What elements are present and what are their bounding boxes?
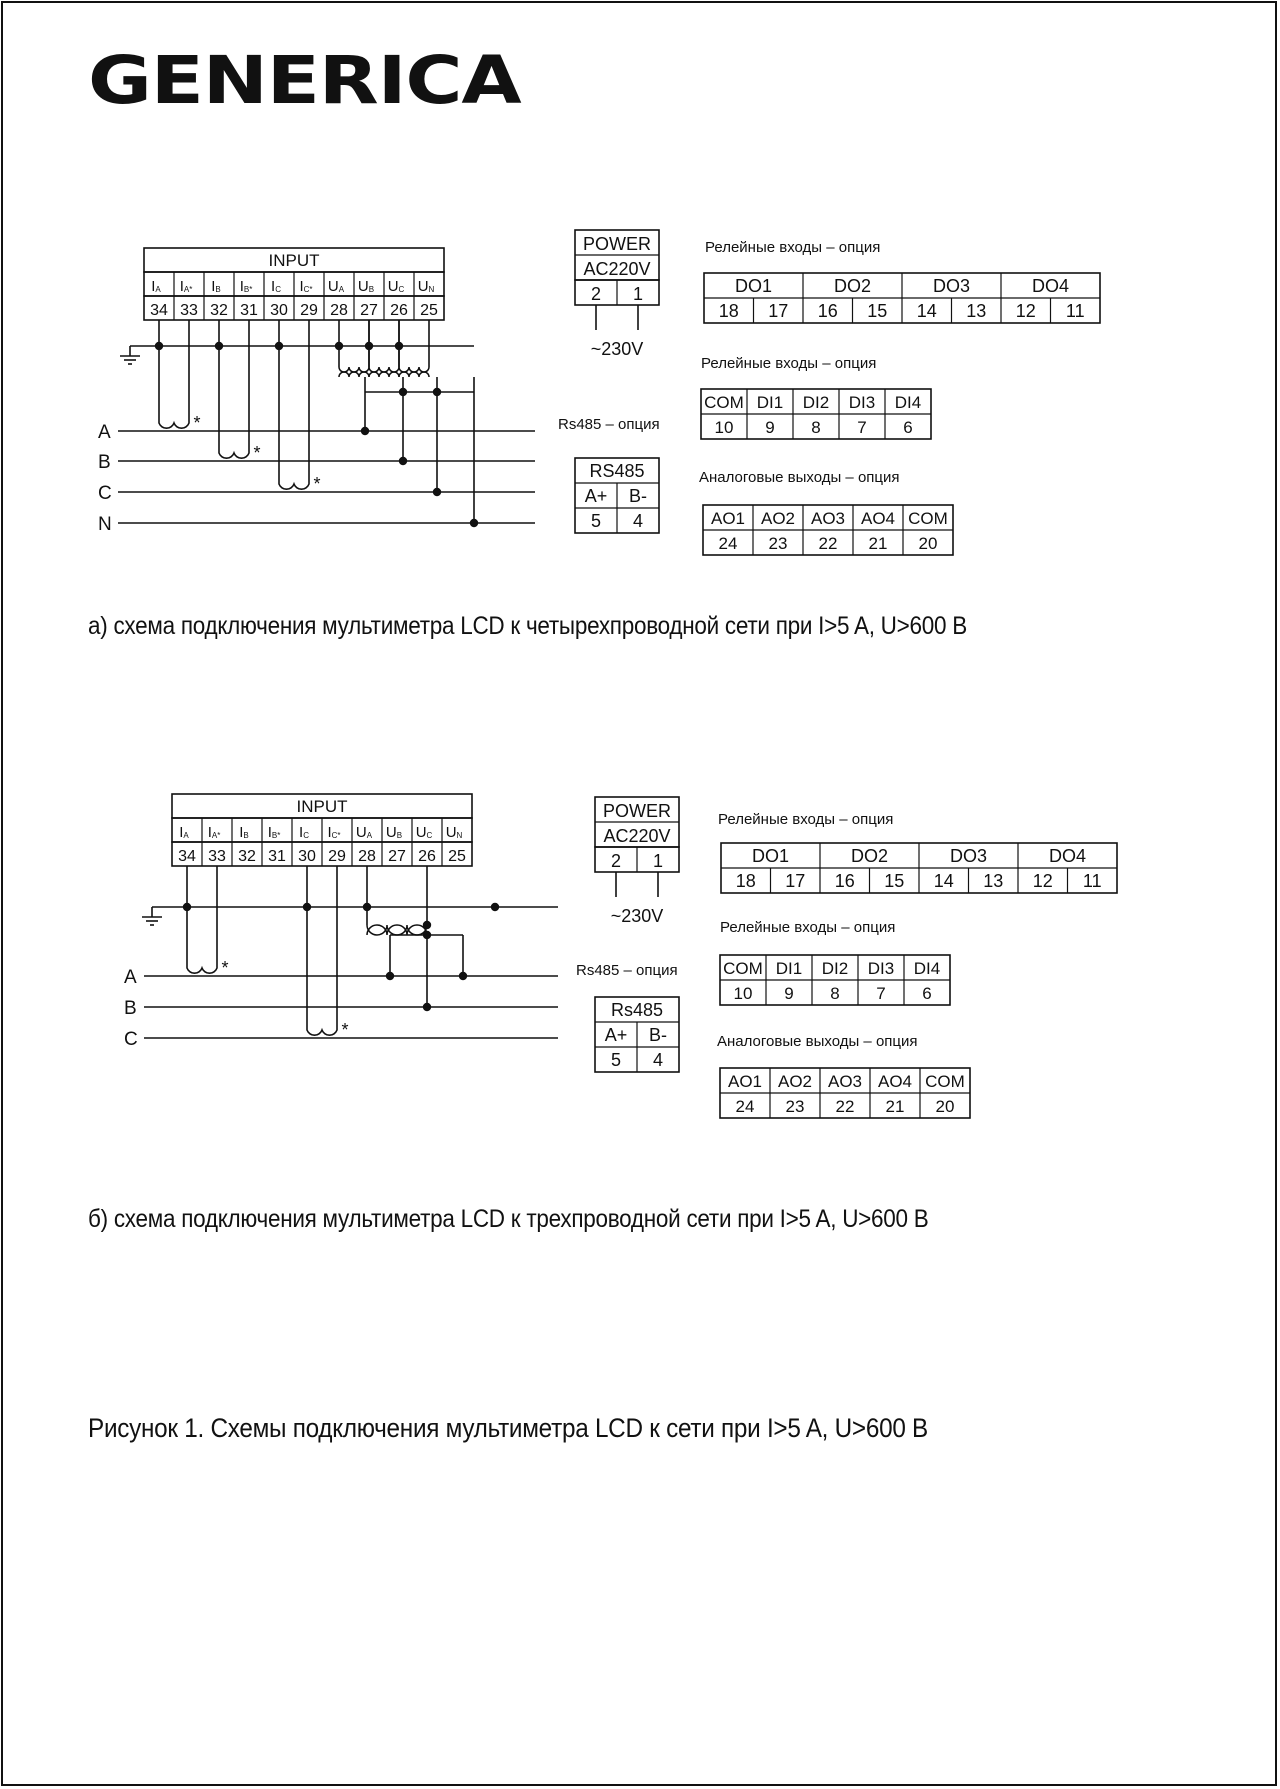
junction-dot xyxy=(459,972,467,980)
junction-dot xyxy=(433,488,441,496)
rs485-label: A+ xyxy=(584,486,608,506)
digital-input-label: DI2 xyxy=(821,959,849,978)
analog-output-label: AO3 xyxy=(810,509,846,528)
terminal-number: 27 xyxy=(388,848,406,865)
phase-label: C xyxy=(98,483,112,504)
junction-dot xyxy=(423,931,431,939)
analog-output-label: COM xyxy=(925,1072,965,1091)
terminal-number: 29 xyxy=(300,302,318,319)
rs485-title: Rs485 xyxy=(610,1000,664,1020)
relay-pin: 18 xyxy=(718,301,739,321)
analog-output-pin: 22 xyxy=(835,1097,855,1116)
relay-pin: 14 xyxy=(933,871,954,891)
terminal-label: IC* xyxy=(327,824,341,841)
terminal-label: IC* xyxy=(299,278,313,295)
digital-input-label: COM xyxy=(704,393,744,412)
digital-input-label: DI1 xyxy=(756,393,784,412)
junction-dot xyxy=(363,903,371,911)
junction-dot xyxy=(399,388,407,396)
relay-group-label: DO2 xyxy=(850,846,889,866)
supply-voltage: ~230V xyxy=(610,906,664,926)
wiring-diagram-a xyxy=(98,230,1100,555)
junction-dot xyxy=(361,427,369,435)
rs485-label: B- xyxy=(629,486,647,506)
relay-group-label: DO3 xyxy=(949,846,988,866)
power-title: POWER xyxy=(582,234,652,254)
relay-pin: 13 xyxy=(983,871,1004,891)
terminal-number: 27 xyxy=(360,302,378,319)
current-transformer xyxy=(219,421,249,458)
power-pin: 1 xyxy=(632,284,644,304)
analog-output-pin: 22 xyxy=(818,534,838,553)
digital-input-label: DI3 xyxy=(867,959,895,978)
junction-dot xyxy=(215,342,223,350)
relay-pin: 11 xyxy=(1082,871,1102,891)
terminal-number: 28 xyxy=(358,848,376,865)
junction-dot xyxy=(423,921,431,929)
analog-output-label: COM xyxy=(908,509,948,528)
analog-output-label: AO1 xyxy=(710,509,746,528)
relay-heading: Релейные входы – опция xyxy=(718,811,894,828)
power-title: POWER xyxy=(602,801,672,821)
power-pin: 1 xyxy=(652,851,664,871)
terminal-number: 34 xyxy=(178,848,196,865)
phase-label: N xyxy=(98,514,112,535)
polarity-mark: * xyxy=(253,443,261,463)
terminal-number: 26 xyxy=(418,848,436,865)
terminal-number: 29 xyxy=(328,848,346,865)
junction-dot xyxy=(183,903,191,911)
relay-pin: 13 xyxy=(966,301,987,321)
terminal-label: IB xyxy=(239,824,249,841)
relay-group-label: DO1 xyxy=(734,276,773,296)
terminal-number: 30 xyxy=(270,302,288,319)
junction-dot xyxy=(335,342,343,350)
transformer-coil xyxy=(339,372,369,377)
junction-dot xyxy=(303,903,311,911)
caption-b: б) схема подключения мультиметра LCD к трехпроводной сети при I>5 A, U>600 B xyxy=(88,1205,929,1233)
analog-output-pin: 23 xyxy=(768,534,788,553)
transformer-coil xyxy=(369,372,399,377)
terminal-label: IB xyxy=(211,278,221,295)
terminal-number: 25 xyxy=(420,302,438,319)
relay-pin: 15 xyxy=(884,871,905,891)
terminal-number: 33 xyxy=(208,848,226,865)
digital-input-pin: 8 xyxy=(811,418,821,437)
relay-group-label: DO4 xyxy=(1048,846,1087,866)
terminal-number: 26 xyxy=(390,302,408,319)
di-heading: Релейные входы – опция xyxy=(701,355,877,372)
analog-output-pin: 21 xyxy=(885,1097,905,1116)
relay-group-label: DO1 xyxy=(751,846,790,866)
analog-output-pin: 21 xyxy=(868,534,888,553)
polarity-mark: * xyxy=(341,1020,349,1040)
relay-group-label: DO4 xyxy=(1031,276,1070,296)
terminal-label: IC xyxy=(299,824,309,841)
current-transformer xyxy=(307,998,337,1035)
digital-input-label: DI4 xyxy=(894,393,922,412)
input-title: INPUT xyxy=(268,251,320,270)
terminal-label: IB* xyxy=(239,278,253,295)
phase-label: A xyxy=(124,967,137,988)
terminal-number: 25 xyxy=(448,848,466,865)
digital-input-label: DI2 xyxy=(802,393,830,412)
rs485-heading: Rs485 – опция xyxy=(558,416,660,433)
digital-input-pin: 9 xyxy=(765,418,775,437)
power-pin: 2 xyxy=(610,851,622,871)
polarity-mark: * xyxy=(313,474,321,494)
terminal-label: IA* xyxy=(179,278,193,295)
terminal-label: IC xyxy=(271,278,281,295)
phase-label: A xyxy=(98,422,111,443)
relay-pin: 12 xyxy=(1032,871,1053,891)
digital-input-label: DI3 xyxy=(848,393,876,412)
supply-voltage: ~230V xyxy=(590,339,644,359)
terminal-number: 32 xyxy=(210,302,228,319)
junction-dot xyxy=(395,342,403,350)
digital-input-label: COM xyxy=(723,959,763,978)
terminal-number: 32 xyxy=(238,848,256,865)
relay-pin: 17 xyxy=(785,871,806,891)
wiring-diagram-b xyxy=(124,794,1117,1118)
ao-heading: Аналоговые выходы – опция xyxy=(699,469,900,486)
relay-pin: 15 xyxy=(867,301,888,321)
junction-dot xyxy=(433,388,441,396)
rs485-pin: 5 xyxy=(590,511,602,531)
rs485-pin: 4 xyxy=(652,1050,664,1070)
transformer-coil xyxy=(399,372,429,377)
analog-output-label: AO4 xyxy=(860,509,896,528)
rs485-pin: 4 xyxy=(632,511,644,531)
figure-caption: Рисунок 1. Схемы подключения мультиметра LCD к сети при I>5 A, U>600 B xyxy=(88,1413,928,1443)
power-rating: AC220V xyxy=(603,826,671,846)
terminal-label: UA xyxy=(327,278,345,295)
phase-label: B xyxy=(98,452,111,473)
digital-input-pin: 10 xyxy=(733,984,753,1003)
rs485-label: A+ xyxy=(604,1025,628,1045)
digital-input-pin: 6 xyxy=(922,984,932,1003)
analog-output-label: AO3 xyxy=(827,1072,863,1091)
digital-input-label: DI1 xyxy=(775,959,803,978)
rs485-title: RS485 xyxy=(589,461,645,481)
relay-pin: 18 xyxy=(735,871,756,891)
junction-dot xyxy=(470,519,478,527)
power-rating: AC220V xyxy=(583,259,651,279)
current-transformer xyxy=(187,936,217,973)
relay-pin: 16 xyxy=(817,301,838,321)
analog-output-pin: 23 xyxy=(785,1097,805,1116)
rs485-label: B- xyxy=(649,1025,667,1045)
junction-dot xyxy=(155,342,163,350)
digital-input-pin: 9 xyxy=(784,984,794,1003)
terminal-label: UB xyxy=(357,278,375,295)
terminal-label: IB* xyxy=(267,824,281,841)
ao-heading: Аналоговые выходы – опция xyxy=(717,1033,918,1050)
rs485-pin: 5 xyxy=(610,1050,622,1070)
relay-pin: 14 xyxy=(916,301,937,321)
terminal-label: UN xyxy=(445,824,463,841)
polarity-mark: * xyxy=(193,413,201,433)
analog-output-pin: 20 xyxy=(935,1097,955,1116)
digital-input-label: DI4 xyxy=(913,959,941,978)
junction-dot xyxy=(423,1003,431,1011)
analog-output-pin: 24 xyxy=(735,1097,755,1116)
current-transformer xyxy=(159,391,189,428)
analog-output-pin: 24 xyxy=(718,534,738,553)
digital-input-pin: 8 xyxy=(830,984,840,1003)
input-title: INPUT xyxy=(296,797,348,816)
terminal-number: 30 xyxy=(298,848,316,865)
junction-dot xyxy=(365,342,373,350)
relay-heading: Релейные входы – опция xyxy=(705,239,881,256)
digital-input-pin: 7 xyxy=(876,984,886,1003)
digital-input-pin: 6 xyxy=(903,418,913,437)
terminal-label: IA* xyxy=(207,824,221,841)
relay-group-label: DO3 xyxy=(932,276,971,296)
rs485-heading: Rs485 – опция xyxy=(576,962,678,979)
junction-dot xyxy=(399,457,407,465)
terminal-number: 31 xyxy=(240,302,258,319)
phase-label: C xyxy=(124,1029,138,1050)
analog-output-label: AO4 xyxy=(877,1072,913,1091)
junction-dot xyxy=(275,342,283,350)
terminal-number: 33 xyxy=(180,302,198,319)
transformer-coil xyxy=(367,925,427,935)
terminal-label: UC xyxy=(415,824,433,841)
terminal-label: UA xyxy=(355,824,373,841)
junction-dot xyxy=(491,903,499,911)
relay-pin: 16 xyxy=(834,871,855,891)
digital-input-pin: 7 xyxy=(857,418,867,437)
terminal-label: IA xyxy=(179,824,189,841)
power-pin: 2 xyxy=(590,284,602,304)
digital-input-pin: 10 xyxy=(714,418,734,437)
terminal-label: IA xyxy=(151,278,161,295)
brand-logo: GENERICA xyxy=(88,42,521,119)
terminal-number: 31 xyxy=(268,848,286,865)
di-heading: Релейные входы – опция xyxy=(720,919,896,936)
terminal-label: UC xyxy=(387,278,405,295)
phase-label: B xyxy=(124,998,137,1019)
transformer-coil xyxy=(367,925,427,935)
analog-output-label: AO2 xyxy=(760,509,796,528)
terminal-label: UN xyxy=(417,278,435,295)
junction-dot xyxy=(386,972,394,980)
polarity-mark: * xyxy=(221,958,229,978)
terminal-number: 34 xyxy=(150,302,168,319)
terminal-number: 28 xyxy=(330,302,348,319)
relay-pin: 17 xyxy=(768,301,789,321)
current-transformer xyxy=(279,452,309,489)
relay-pin: 12 xyxy=(1015,301,1036,321)
relay-group-label: DO2 xyxy=(833,276,872,296)
caption-a: а) схема подключения мультиметра LCD к четырехпроводной сети при I>5 A, U>600 B xyxy=(88,612,967,640)
analog-output-label: AO2 xyxy=(777,1072,813,1091)
relay-pin: 11 xyxy=(1065,301,1085,321)
analog-output-pin: 20 xyxy=(918,534,938,553)
terminal-label: UB xyxy=(385,824,403,841)
analog-output-label: AO1 xyxy=(727,1072,763,1091)
